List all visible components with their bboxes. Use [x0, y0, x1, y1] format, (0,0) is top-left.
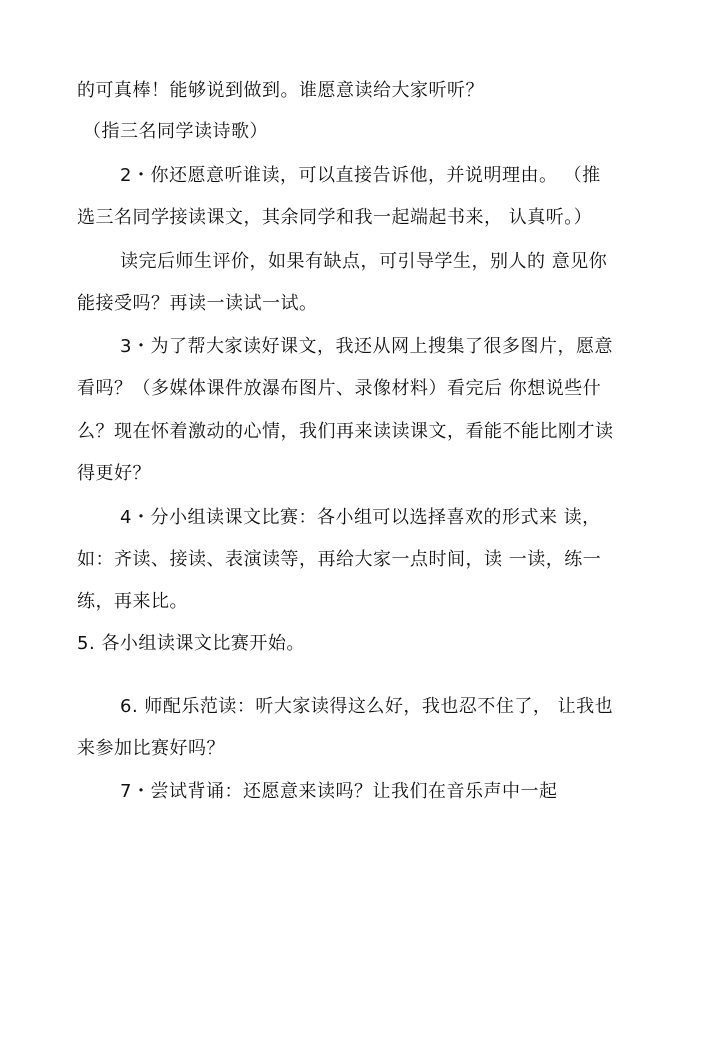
text-line-13: 练，再来比。 — [77, 591, 188, 612]
text-line-4: 选三名同学接读课文，其余同学和我一起端起书来， 认真听。） — [77, 207, 593, 228]
text-line-15: 6. 师配乐范读：听大家读得这么好，我也忍不住了， 让我也 — [120, 696, 614, 717]
text-line-7: 3・为了帮大家读好课文，我还从网上搜集了很多图片，愿意 — [120, 336, 613, 357]
text-line-12: 如：齐读、接读、表演读等，再给大家一点时间，读 一读，练一 — [77, 549, 602, 570]
text-line-9: 么？现在怀着激动的心情，我们再来读读课文，看能不能比刚才读 — [77, 421, 614, 442]
text-line-5: 读完后师生评价，如果有缺点，可引导学生，别人的 意见你 — [120, 251, 608, 272]
text-line-16: 来参加比赛好吗？ — [77, 738, 225, 759]
text-line-14: 5. 各小组读课文比赛开始。 — [77, 633, 305, 654]
text-line-17: 7・尝试背诵：还愿意来读吗？让我们在音乐声中一起 — [120, 781, 558, 802]
text-line-8: 看吗？（多媒体课件放瀑布图片、录像材料）看完后 你想说些什 — [77, 378, 602, 399]
text-line-3: 2・你还愿意听谁读，可以直接告诉他，并说明理由。 （推 — [120, 165, 601, 186]
text-line-10: 得更好？ — [77, 463, 151, 484]
text-line-11: 4・分小组读课文比赛：各小组可以选择喜欢的形式来 读， — [120, 507, 601, 528]
text-line-6: 能接受吗？再读一读试一试。 — [77, 293, 318, 314]
text-line-1: 的可真棒！能够说到做到。谁愿意读给大家听听？ — [77, 80, 484, 101]
text-line-2: （指三名同学读诗歌） — [83, 121, 268, 142]
